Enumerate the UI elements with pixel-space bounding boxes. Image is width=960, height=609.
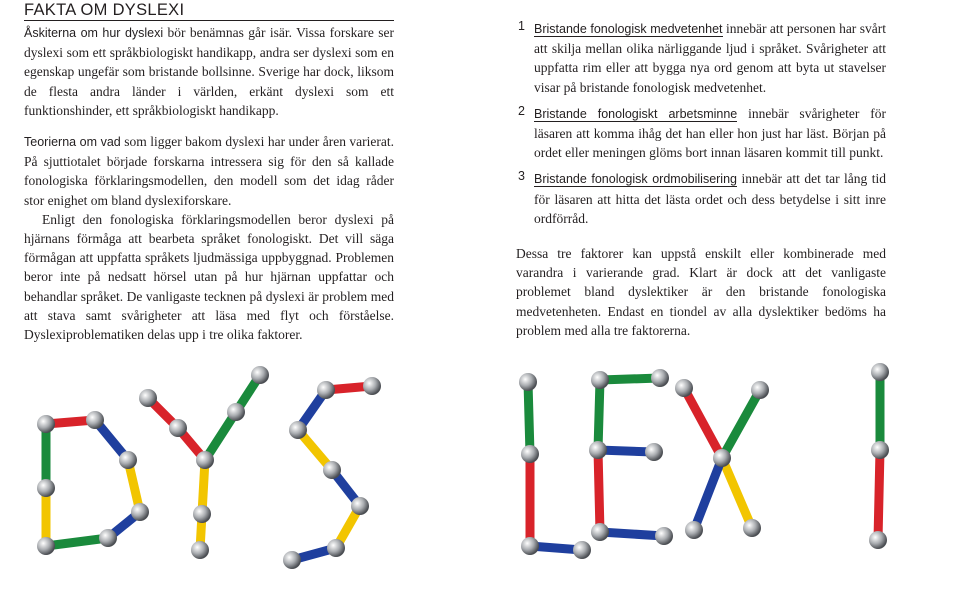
steel-ball [323,461,341,479]
magnet-rod [878,450,880,540]
magnet-rod [722,458,752,528]
steel-ball [655,527,673,545]
steel-ball [591,523,609,541]
magnetic-rods-illustration [0,350,960,609]
steel-ball [751,381,769,399]
factor-number: 2 [518,103,525,118]
steel-ball [351,497,369,515]
factor-number: 1 [518,19,525,33]
steel-ball [573,541,591,559]
magnet-rod [684,388,722,458]
factor-item-1 [516,19,886,97]
magnet-rod [600,378,660,380]
steel-ball [519,373,537,391]
summary-paragraph: Dessa tre faktorer kan uppstå enskilt eller kombinerade med varandra i varierande grad. Klart är dock att det vanligaste problemet bland dyslektiker är den bristande fonologiska medvetenheten. Endast en tiondel av alla dyslektiker bedöms ha problem med alla tre faktorerna. [516,246,886,338]
steel-ball [521,537,539,555]
magnet-rod [528,382,530,454]
magnet-rod [598,380,600,450]
intro-text: bör benämnas går isär. Vissa forskare ser dyslexi som ett språkbiologiskt handikapp, andra ser dyslexi som en egenskap ungefär som bristande bollsinne. Sverige har dock, liksom de flesta andra länder i världen, erkänt dyslexi som ett funktionshinder, ett språkbiologiskt handikapp. [24,25,394,118]
steel-ball [251,366,269,384]
steel-ball [37,415,55,433]
steel-ball [317,381,335,399]
steel-ball [591,371,609,389]
factor-text: innebär svårigheter för läsaren att komma ihåg det han eller hon just har läst. Början på ordet eller meningen glöms bort innan läsaren kommit till punkt. [534,105,886,161]
steel-ball [191,541,209,559]
steel-ball [871,441,889,459]
intro-lead: Åskiterna om hur dyslexi [24,26,164,40]
steel-ball [99,529,117,547]
steel-ball [169,419,187,437]
steel-ball [871,363,889,381]
steel-ball [651,369,669,387]
factor-text: innebär att det tar lång tid för läsaren att hitta det lästa ordet och dess betydelse i sitt inre ordförråd. [534,171,886,226]
theory-lead: Teorierna om vad [24,135,121,150]
steel-ball [869,531,887,549]
magnet-rod [598,450,600,532]
factor-term: Bristande fonologiskt arbetsminne [534,106,738,121]
right-column [516,19,886,340]
magnet-rod [46,538,108,546]
steel-ball [675,379,693,397]
magnet-rod [694,458,722,530]
steel-ball [193,505,211,523]
steel-ball [86,411,104,429]
factor-text: innebär att personen har svårt att skilja mellan olika närliggande ljud i språket. Svårigheter att uppfatta rim eller att bygga nya ord genom att byta ut stavelser visar på bristande fonologisk medvetenhet. [534,21,887,95]
balls-layer [37,363,889,569]
intro-paragraph [24,23,394,120]
steel-ball [37,479,55,497]
steel-ball [743,519,761,537]
steel-ball [289,421,307,439]
steel-ball [196,451,214,469]
left-column [24,0,394,344]
factor-term: Bristande fonologisk medvetenhet [534,22,723,36]
steel-ball [131,503,149,521]
factor-term: Bristande fonologisk ordmobilisering [534,172,737,187]
steel-ball [37,537,55,555]
steel-ball [645,443,663,461]
steel-ball [589,441,607,459]
magnet-rod [722,390,760,458]
steel-ball [327,539,345,557]
phonology-paragraph: Enligt den fonologiska förklaringsmodellen beror dyslexi på hjärnans förmåga att bearbeta språket fonologiskt. Det vill säga förmågan att uppfatta språkets ljudmässiga uppbyggnad. Problemen beror inte på nedsatt hörsel utan på hur hjärnan uppfattar och behandlar språket. De vanligaste tecknen på dyslexi är problem med att stava samt svårigheter att läsa med flyt och förståelse. Dyslexiproblematiken delas upp i tre olika faktorer. [24,211,394,343]
factor-item-3 [516,169,886,228]
factor-number: 3 [518,169,525,184]
magnet-rod [600,532,664,536]
steel-ball [283,551,301,569]
steel-ball [139,389,157,407]
steel-ball [521,445,539,463]
page-heading: FAKTA OM DYSLEXI [24,0,394,21]
factor-item-2 [516,104,886,163]
steel-ball [227,403,245,421]
steel-ball [363,377,381,395]
steel-ball [713,449,731,467]
theory-text: som ligger bakom dyslexi har under åren varierat. På sjuttiotalet började forskarna intressera sig för den så kallade fonologiska förklaringsmodellen, den modell som det idag råder stor enighet om bland dyslexiforskare. [24,134,395,208]
steel-ball [685,521,703,539]
theory-paragraph [24,132,394,210]
steel-ball [119,451,137,469]
